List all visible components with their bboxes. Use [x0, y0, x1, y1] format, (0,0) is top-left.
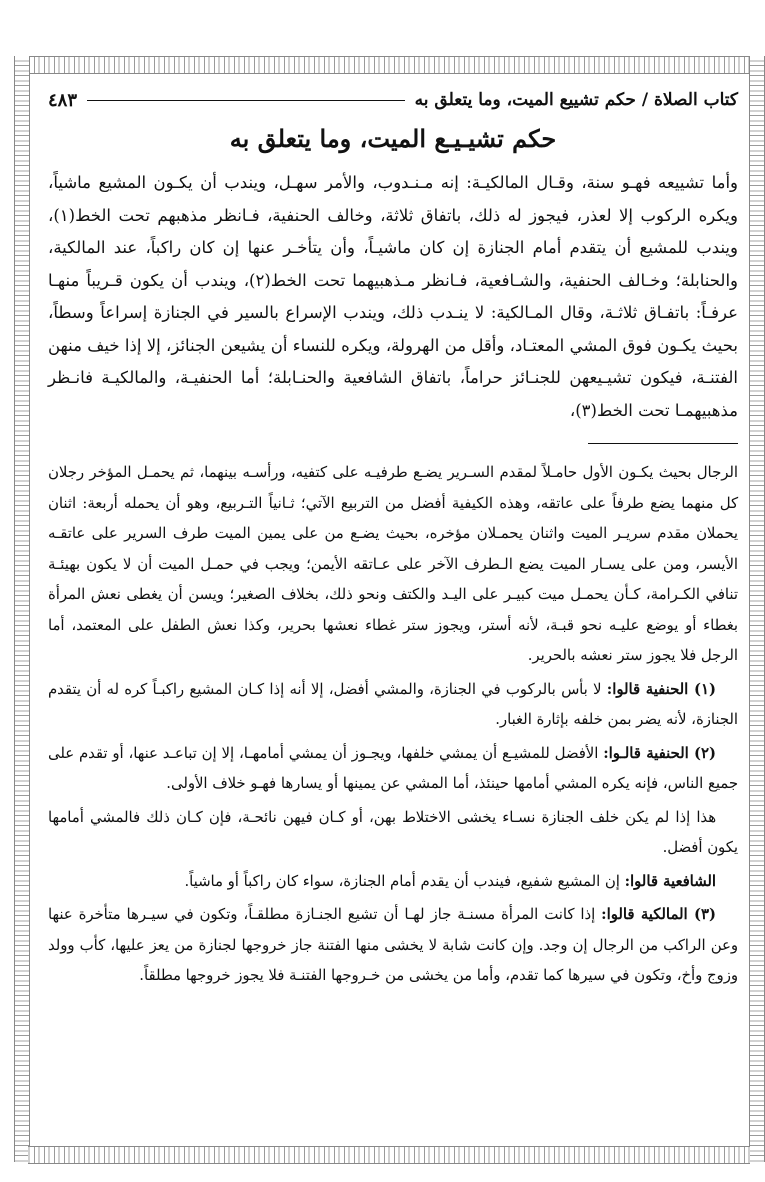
footnote-2-note: هذا إذا لم يكن خلف الجنازة نسـاء يخشى الاختلاط بهن، أو كـان فيهن نائحـة، فإن كـان ذلك فالمشي أمامها يكون أفضل.	[48, 808, 738, 856]
footnote-2	[48, 739, 738, 800]
running-head-title: كتاب الصلاة / حكم تشييع الميت، وما يتعلق به	[414, 90, 738, 110]
page-number: ٤٨٣	[48, 89, 78, 111]
main-text	[48, 167, 738, 427]
running-head-rule	[87, 100, 405, 101]
decorative-border-top	[28, 56, 750, 74]
footnote-divider	[588, 443, 738, 444]
footnotes	[48, 458, 738, 992]
footnote-1-text: لا بأس بالركوب في الجنازة، والمشي أفضل، إلا أنه إذا كـان المشيع راكبـاً كره له أن يتقدم الجنازة، لأنه يضر بمن خلفه بإثارة الغبار.	[48, 680, 738, 728]
book-page	[48, 80, 738, 1140]
main-paragraph: وأما تشييعه فهـو سنة، وقـال المالكيـة: إنه مـنـدوب، والأمر سهـل، ويندب أن يكـون المشيع ماشياً، ويكره الركوب إلا لعذر، فيجوز له ذلك، باتفاق ثلاثة، وخالف الحنفية، فـانظر مذهبهم تحت الخط(١)، ويندب للمشيع أن يتقدم أمام الجنازة إن كان ماشيـاً، وأن يتأخـر عنها إن كان راكباً، عند المالكية، والحنابلة؛ وخـالف الحنفية، والشـافعية، فـانظر مـذهبيهما تحت الخط(٢)، ويندب أن يكون قـريباً منهـا عرفـاً: باتفـاق ثلاثـة، وقال المـالكية: لا ينـدب ذلك، ويندب الإسراع بالسير في الجنازة إسراعاً وسطاً، بحيث يكـون فوق المشي المعتـاد، وأقل من الهرولة، ويكره للنساء أن يشيعن الجنائز، إلا إذا خيف منهن الفتنـة، فيكون تشيـيعهن للجنـائز حراماً، باتفاق الشافعية والحنـابلة؛ أما الحنفيـة، والمالكيـة فانـظر مذهبيهمـا تحت الخط(٣)،	[48, 173, 738, 420]
footnote-3-label: (٣) المالكية قالوا:	[601, 906, 716, 923]
footnote-3	[48, 900, 738, 992]
footnote-2-text: الأفضل للمشيـع أن يمشي خلفها، ويجـوز أن يمشي أمامهـا، إلا إن تباعـد عنها، أو تقدم على جميع الناس، فإنه يكره المشي أمامها حينئذ، أما المشي عن يمينها أو يسارها فهـو خلاف الأولى.	[48, 744, 738, 792]
footnote-1	[48, 675, 738, 736]
decorative-border-bottom	[28, 1146, 750, 1164]
footnote-continued: الرجال بحيث يكـون الأول حامـلاً لمقدم السـرير يضـع طرفيـه على كتفيه، ورأسـه بينهما، ثم يحمـل المؤخر رجلان كل منهما يضع طرفاً على عاتقه، وهذه الكيفية أفضل من التربيع الآتي؛ ثـانياً التـربيع، وهو أن يحمله أربعة: اثنان يحملان مقدم سريـر الميت واثنان يحمـلان مؤخره، بحيث يضـع من على يمين الميت طرف السرير على عاتقـه الأيسر، ومن على يسـار الميت يضع الـطرف الآخر على عـاتقه الأيمن؛ ويجب في حمـل الميت أن لا يكون بهيئـة تنافي الكـرامة، كـأن يحمـل ميت كبيـر على اليـد والكتف ونحو ذلك، بخلاف الصغير؛ ويسن أن يغطى نعش المرأة بغطاء أو يوضع عليـه نحو قبـة، لأنه أستر، ويجوز ستر غطاء نعشها بحرير، وكذا نعش الطفل على المعتمد، أما الرجل فلا يجوز ستر نعشه بالحرير.	[48, 464, 738, 664]
decorative-border-right	[749, 56, 765, 1162]
footnote-2b-label: الشافعية قالوا:	[624, 872, 716, 890]
decorative-border-left	[14, 56, 30, 1162]
running-head	[48, 80, 738, 120]
footnote-2-label: (٢) الحنفية قالـوا:	[603, 744, 717, 762]
footnote-2b-text: إن المشيع شفيع، فيندب أن يقدم أمام الجنازة، سواء كان راكباً أو ماشياً.	[184, 872, 625, 890]
section-title: حكم تشيـيـع الميت، وما يتعلق به	[229, 124, 557, 153]
footnote-2b	[48, 867, 738, 898]
footnote-1-label: (١) الحنفية قالوا:	[606, 680, 716, 698]
footnote-3-text: إذا كانت المرأة مسنـة جاز لهـا أن تشيع الجنـازة مطلقـاً، وتكون في سيـرها متأخرة عنها وعن الراكب من الرجال إن وجد. وإن كانت شابة لا يخشى منها الفتنة جاز خروجها لجنازة من يعز عليها، كأب وولد وزوج وأخ، وتكون في سيرها كما تقدم، وأما من يخشى من خـروجها الفتنـة فلا يجوز خروجها مطلقاً.	[48, 906, 738, 984]
